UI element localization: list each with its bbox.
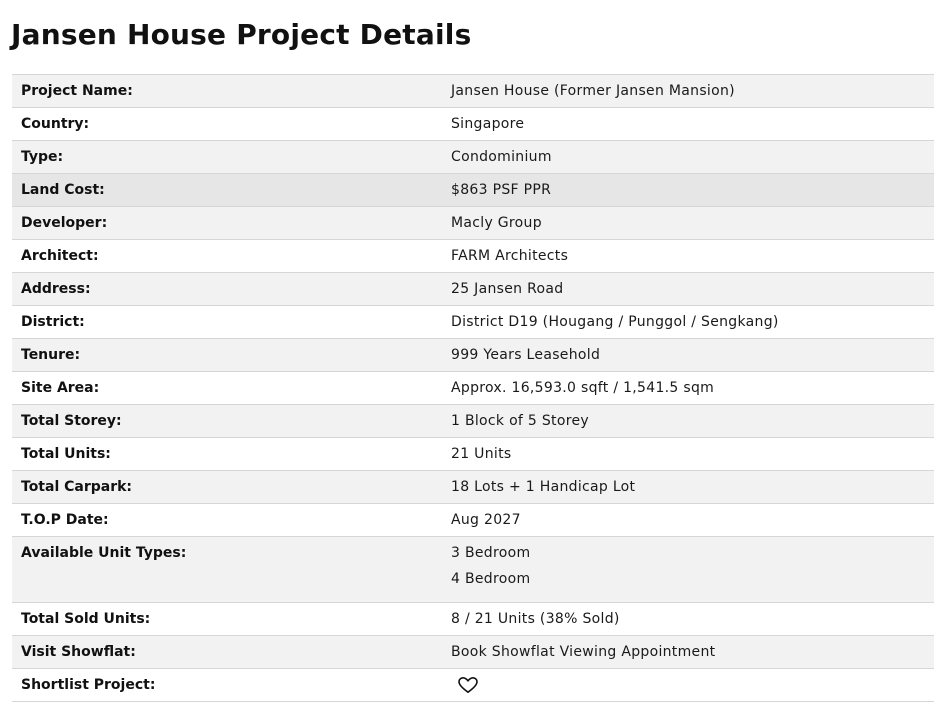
row-district: [12, 306, 934, 339]
row-country: [12, 108, 934, 141]
row-land-cost: [12, 174, 934, 207]
row-architect: [12, 240, 934, 273]
row-value: 21 Units: [442, 438, 934, 471]
row-visit-showflat: [12, 636, 934, 669]
row-value: Aug 2027: [442, 504, 934, 537]
page-title: Jansen House Project Details: [11, 18, 472, 51]
row-value: Singapore: [442, 108, 934, 141]
row-label: Site Area:: [12, 372, 442, 405]
unit-type-item: 3 Bedroom: [451, 545, 531, 561]
row-label: Address:: [12, 273, 442, 306]
row-value: 1 Block of 5 Storey: [442, 405, 934, 438]
row-value: Jansen House (Former Jansen Mansion): [442, 75, 934, 108]
row-value: Approx. 16,593.0 sqft / 1,541.5 sqm: [442, 372, 934, 405]
row-value: [442, 669, 934, 702]
project-details-table: [12, 74, 934, 702]
row-label: Type:: [12, 141, 442, 174]
row-label: District:: [12, 306, 442, 339]
row-address: [12, 273, 934, 306]
row-available-unit-types: [12, 537, 934, 603]
row-label: Project Name:: [12, 75, 442, 108]
row-label: Country:: [12, 108, 442, 141]
row-site-area: [12, 372, 934, 405]
book-showflat-link[interactable]: Book Showflat Viewing Appointment: [442, 636, 934, 669]
row-total-carpark: [12, 471, 934, 504]
row-value: 999 Years Leasehold: [442, 339, 934, 372]
row-label: Available Unit Types:: [12, 537, 442, 603]
row-value: 8 / 21 Units (38% Sold): [442, 603, 934, 636]
row-total-units: [12, 438, 934, 471]
row-project-name: [12, 75, 934, 108]
row-value: Macly Group: [442, 207, 934, 240]
row-value: 18 Lots + 1 Handicap Lot: [442, 471, 934, 504]
row-label: Visit Showflat:: [12, 636, 442, 669]
row-top-date: [12, 504, 934, 537]
row-value: FARM Architects: [442, 240, 934, 273]
row-label: Total Sold Units:: [12, 603, 442, 636]
row-value: [442, 537, 934, 603]
row-label: Developer:: [12, 207, 442, 240]
row-label: Total Carpark:: [12, 471, 442, 504]
row-type: [12, 141, 934, 174]
row-total-sold-units: [12, 603, 934, 636]
heart-outline-icon[interactable]: [457, 676, 479, 694]
row-label: Total Storey:: [12, 405, 442, 438]
row-value: District D19 (Hougang / Punggol / Sengkang): [442, 306, 934, 339]
row-shortlist-project: [12, 669, 934, 702]
row-label: T.O.P Date:: [12, 504, 442, 537]
row-label: Shortlist Project:: [12, 669, 442, 702]
row-label: Tenure:: [12, 339, 442, 372]
row-total-storey: [12, 405, 934, 438]
row-value: Condominium: [442, 141, 934, 174]
row-label: Land Cost:: [12, 174, 442, 207]
row-developer: [12, 207, 934, 240]
row-label: Total Units:: [12, 438, 442, 471]
unit-type-item: 4 Bedroom: [451, 571, 531, 587]
row-label: Architect:: [12, 240, 442, 273]
row-value: $863 PSF PPR: [442, 174, 934, 207]
row-value: 25 Jansen Road: [442, 273, 934, 306]
row-tenure: [12, 339, 934, 372]
